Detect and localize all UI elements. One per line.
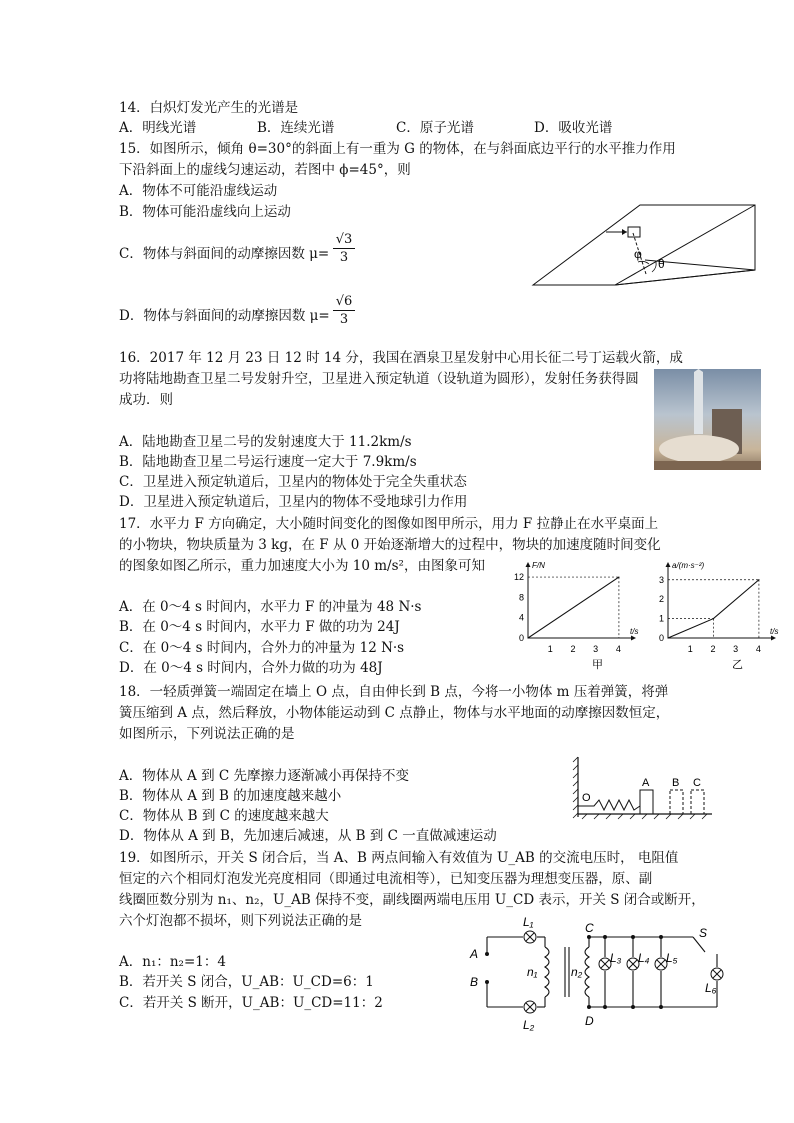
rocket-nose: [694, 369, 703, 372]
q15-stem-line2: 下沿斜面上的虚线匀速运动，若图中 ϕ=45°，则: [119, 162, 411, 178]
q15-fraction-c-denominator: 3: [339, 250, 349, 265]
lamps: [524, 931, 723, 1013]
x-axis-label: t/s: [630, 627, 639, 636]
block-at-b: [670, 790, 683, 814]
lamp-l3-label: L₃: [610, 951, 622, 965]
n2-label: n₂: [571, 965, 583, 979]
theta-label: θ: [658, 257, 665, 271]
ground-hatching: [582, 814, 707, 819]
label-b: B: [672, 777, 680, 789]
transformer-circuit: [465, 912, 730, 1032]
rocket-photo-drawing: [654, 369, 761, 470]
q15-fraction-d-numerator: √6: [335, 294, 353, 309]
q18-option-c: C．物体从 B 到 C 的速度越来越大: [119, 808, 329, 824]
q16-option-b: B．陆地勘查卫星二号运行速度一定大于 7.9km/s: [119, 454, 417, 470]
incline-outline: [533, 205, 755, 285]
label-a: A: [642, 777, 650, 789]
y-tick-label: 12: [514, 572, 525, 583]
q14-option-c: C．原子光谱: [396, 120, 474, 136]
q17-option-b: B．在 0～4 s 时间内，水平力 F 做的功为 24J: [119, 619, 400, 635]
q15-stem-line1: 15．如图所示，倾角 θ=30°的斜面上有一重为 G 的物体，在与斜面底边平行的水平推力作用: [119, 141, 676, 157]
label-c: C: [693, 777, 701, 789]
y-axis-label: a/(m·s⁻²): [672, 561, 705, 570]
x-tick-label: 2: [570, 644, 576, 654]
q18-option-b: B．物体从 A 到 B 的加速度越来越小: [119, 788, 342, 804]
q16-option-c: C．卫星进入预定轨道后，卫星内的物体处于完全失重状态: [119, 474, 467, 490]
terminal-b-label: B: [470, 975, 479, 989]
y-axis-label: F/N: [532, 561, 545, 570]
lamp-l4-label: L₄: [638, 951, 650, 965]
data-series-line: [528, 577, 619, 638]
circuit-wires: [487, 937, 717, 1007]
q16-stem-line3: 成功．则: [119, 392, 173, 408]
y-tick-label: 4: [519, 612, 525, 623]
phi-label: φ: [634, 247, 642, 261]
switch-s-label: S: [699, 926, 708, 940]
q15-option-c: C．物体与斜面间的动摩擦因数 μ=: [119, 246, 330, 262]
fraction-bar: [333, 310, 355, 311]
lamp-l5-label: L₅: [666, 951, 678, 965]
data-point: [527, 637, 528, 638]
q14-option-a: A．明线光谱: [119, 120, 197, 136]
lamp-l6-label: L₆: [705, 981, 717, 995]
q16-option-d: D．卫星进入预定轨道后，卫星内的物体不受地球引力作用: [119, 494, 468, 510]
data-series-line: [668, 580, 759, 638]
q15-option-d: D．物体与斜面间的动摩擦因数 μ=: [119, 308, 330, 324]
exhaust-smoke: [659, 435, 739, 463]
q15-fraction-c: [333, 232, 355, 265]
q17-stem-line2: 的小物块，物块质量为 3 kg，在 F 从 0 开始逐渐增大的过程中，物块的加速度随时间变化: [119, 537, 661, 553]
fraction-bar: [333, 248, 355, 249]
q19-stem-line4: 六个灯泡都不损坏，则下列说法正确的是: [119, 913, 362, 929]
x-tick-label: 2: [710, 644, 716, 654]
y-axis-arrow: [666, 562, 671, 567]
y-tick-label: 0: [659, 633, 665, 643]
data-point: [713, 618, 714, 619]
spring-figure: [570, 752, 715, 822]
force-time-chart: [506, 560, 641, 670]
y-axis-arrow: [526, 562, 531, 567]
x-axis-label: t/s: [770, 627, 779, 636]
x-tick-label: 1: [687, 644, 693, 654]
lamp-l1-label: L₁: [523, 915, 534, 929]
chart-caption: 甲: [592, 659, 603, 671]
q16-stem-line1: 16．2017 年 12 月 23 日 12 时 14 分，我国在酒泉卫星发射中心用长征二号丁运载火箭，成: [119, 350, 683, 366]
terminal-c-label: C: [585, 921, 594, 935]
n1-label: n₁: [527, 965, 538, 979]
block-at-a: [640, 790, 653, 814]
q18-stem-line3: 如图所示，下列说法正确的是: [119, 726, 295, 742]
x-tick-label: 4: [755, 644, 761, 654]
rocket-launch-photo: [654, 369, 761, 470]
q17-stem-line3: 的图象如图乙所示，重力加速度大小为 10 m/s²，由图象可知: [119, 558, 485, 574]
terminal-d-label: D: [585, 1014, 594, 1028]
y-tick-label: 1: [659, 613, 665, 624]
q15-fraction-d: [333, 294, 355, 327]
data-point: [618, 576, 619, 577]
q19-option-c: C．若开关 S 断开，U_AB：U_CD=11：2: [119, 995, 383, 1011]
q19-option-a: A．n₁：n₂=1：4: [119, 954, 226, 970]
q18-option-d: D．物体从 A 到 B，先加速后减速，从 B 到 C 一直做减速运动: [119, 828, 497, 844]
incline-bottom-edge: [615, 270, 755, 285]
x-axis-arrow: [771, 636, 776, 641]
y-tick-label: 2: [659, 594, 665, 605]
q15-fraction-c-numerator: √3: [335, 232, 353, 247]
q15-option-a: A．物体不可能沿虚线运动: [119, 183, 278, 199]
x-tick-label: 3: [593, 644, 599, 654]
terminal-a-label: A: [470, 947, 479, 961]
q17-stem-line1: 17．水平力 F 方向确定，大小随时间变化的图像如图甲所示，用力 F 拉静止在水平桌面上: [119, 516, 659, 532]
q14-option-d: D．吸收光谱: [534, 120, 613, 136]
block-at-c: [691, 790, 704, 814]
x-tick-label: 3: [733, 644, 739, 654]
q17-option-c: C．在 0～4 s 时间内，合外力的冲量为 12 N·s: [119, 640, 405, 656]
q14-stem: 14．白炽灯发光产生的光谱是: [119, 100, 299, 116]
lamp-l2-label: L₂: [523, 1018, 535, 1032]
q16-stem-line2: 功将陆地勘查卫星二号发射升空，卫星进入预定轨道（设轨道为圆形），发射任务获得圆: [119, 371, 639, 387]
x-tick-label: 4: [615, 644, 621, 654]
q16-option-a: A．陆地勘查卫星二号的发射速度大于 11.2km/s: [119, 434, 412, 450]
data-point: [667, 637, 668, 638]
rocket-body: [694, 372, 703, 434]
x-tick-label: 1: [547, 644, 553, 654]
ground: [654, 461, 761, 470]
y-tick-label: 0: [519, 633, 525, 643]
q18-stem-line1: 18．一轻质弹簧一端固定在墙上 O 点，自由伸长到 B 点，今将一小物体 m 压着弹簧，将弹: [119, 684, 669, 700]
q19-stem-line2: 恒定的六个相同灯泡发光亮度相同（即通过电流相等），已知变压器为理想变压器，原、副: [119, 871, 653, 887]
q14-option-b: B．连续光谱: [257, 120, 335, 136]
chart-caption: 乙: [732, 659, 743, 671]
q19-stem-line3: 线圈匝数分别为 n₁、n₂，U_AB 保持不变，副线圈两端电压用 U_CD 表示，开关 S 闭合或断开，: [119, 892, 705, 908]
y-tick-label: 3: [659, 574, 665, 585]
q17-option-d: D．在 0～4 s 时间内，合外力做的功为 48J: [119, 660, 383, 676]
data-point: [758, 579, 759, 580]
q19-stem-line1: 19．如图所示，开关 S 闭合后，当 A、B 两点间输入有效值为 U_AB 的交流电压时， 电阻值: [119, 850, 679, 866]
q18-stem-line2: 簧压缩到 A 点，然后释放，小物体能运动到 C 点静止，物体与水平地面的动摩擦因数恒定，: [119, 705, 670, 721]
phi-arc: [638, 261, 649, 264]
arrow-head: [622, 229, 627, 235]
incline-edge: [615, 205, 755, 285]
x-axis-arrow: [631, 636, 636, 641]
q17-option-a: A．在 0～4 s 时间内，水平力 F 的冲量为 48 N·s: [119, 599, 422, 615]
q19-option-b: B．若开关 S 闭合，U_AB：U_CD=6：1: [119, 974, 374, 990]
label-o: O: [582, 792, 591, 804]
incline-figure: [530, 200, 780, 290]
wall-hatching: [573, 757, 578, 818]
acceleration-time-chart: [646, 560, 781, 670]
q18-option-a: A．物体从 A 到 C 先摩擦力逐渐减小再保持不变: [119, 768, 409, 784]
q15-option-b: B．物体可能沿虚线向上运动: [119, 204, 291, 220]
y-tick-label: 8: [519, 592, 525, 603]
q15-fraction-d-denominator: 3: [339, 312, 349, 327]
